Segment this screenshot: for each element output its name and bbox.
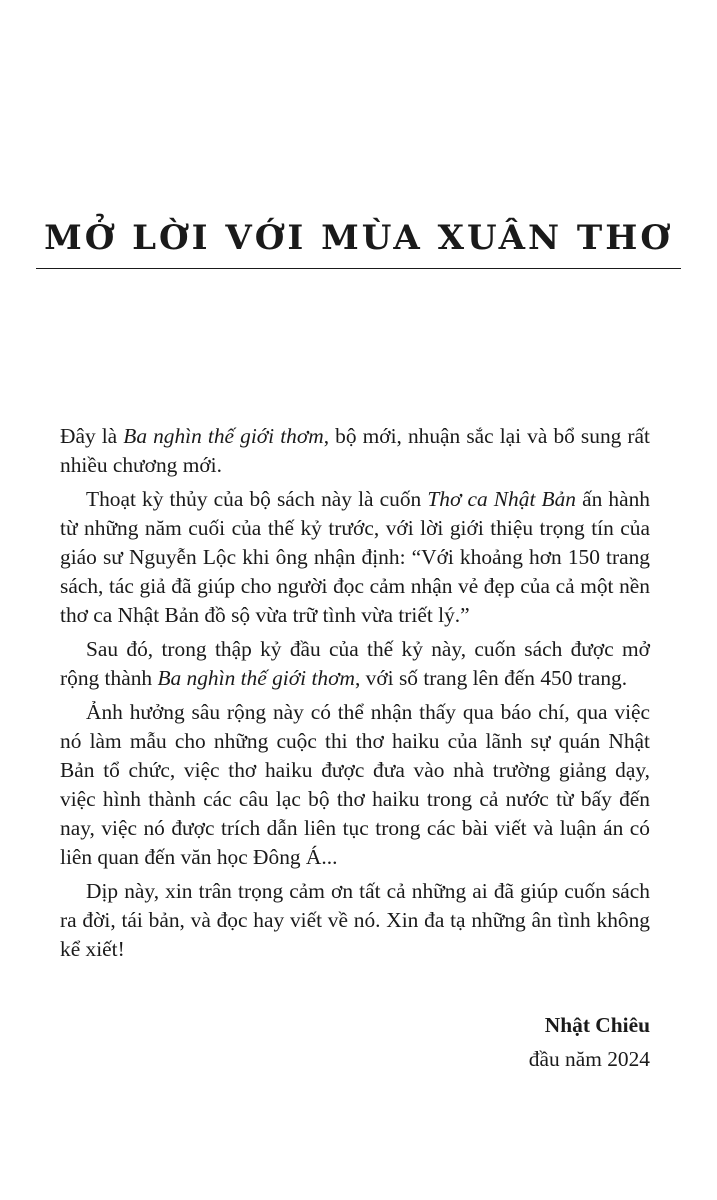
book-title-italic: Ba nghìn thế giới thơm — [123, 424, 324, 448]
book-title-italic: Thơ ca Nhật Bản — [427, 487, 576, 511]
author-name: Nhật Chiêu — [544, 1013, 650, 1037]
preface-body — [60, 422, 650, 969]
paragraph-1: Đây là Ba nghìn thế giới thơm, bộ mới, nhuận sắc lại và bổ sung rất nhiều chương mới. — [60, 424, 650, 477]
paragraph-4: Ảnh hưởng sâu rộng này có thể nhận thấy qua báo chí, qua việc nó làm mẫu cho những cuộc thi thơ haiku của lãnh sự quán Nhật Bản tổ chức, việc thơ haiku được đưa vào nhà trường giảng dạy, việc hình thành các câu lạc bộ thơ haiku trong cả nước từ bấy đến nay, việc nó được trích dẫn liên tục trong các bài viết và luận án có liên quan đến văn học Đông Á... — [60, 700, 650, 869]
chapter-title: MỞ LỜI VỚI MÙA XUÂN THƠ — [44, 218, 673, 258]
book-title-italic: Ba nghìn thế giới thơm — [157, 666, 355, 690]
paragraph-5: Dịp này, xin trân trọng cảm ơn tất cả những ai đã giúp cuốn sách ra đời, tái bản, và đọc hay viết về nó. Xin đa tạ những ân tình không kể xiết! — [60, 879, 650, 961]
paragraph-3: Sau đó, trong thập kỷ đầu của thế kỷ này, cuốn sách được mở rộng thành Ba nghìn thế giới thơm, với số trang lên đến 450 trang. — [60, 637, 650, 690]
paragraph-2: Thoạt kỳ thủy của bộ sách này là cuốn Thơ ca Nhật Bản ấn hành từ những năm cuối của thế kỷ trước, với lời giới thiệu trọng tín của giáo sư Nguyễn Lộc khi ông nhận định: “Với khoảng hơn 150 trang sách, tác giả đã giúp cho người đọc cảm nhận vẻ đẹp của cả một nền thơ ca Nhật Bản đồ sộ vừa trữ tình vừa triết lý.” — [60, 487, 650, 627]
signature-date: đầu năm 2024 — [528, 1047, 650, 1071]
title-divider — [36, 268, 681, 269]
signature-block — [529, 1008, 650, 1076]
